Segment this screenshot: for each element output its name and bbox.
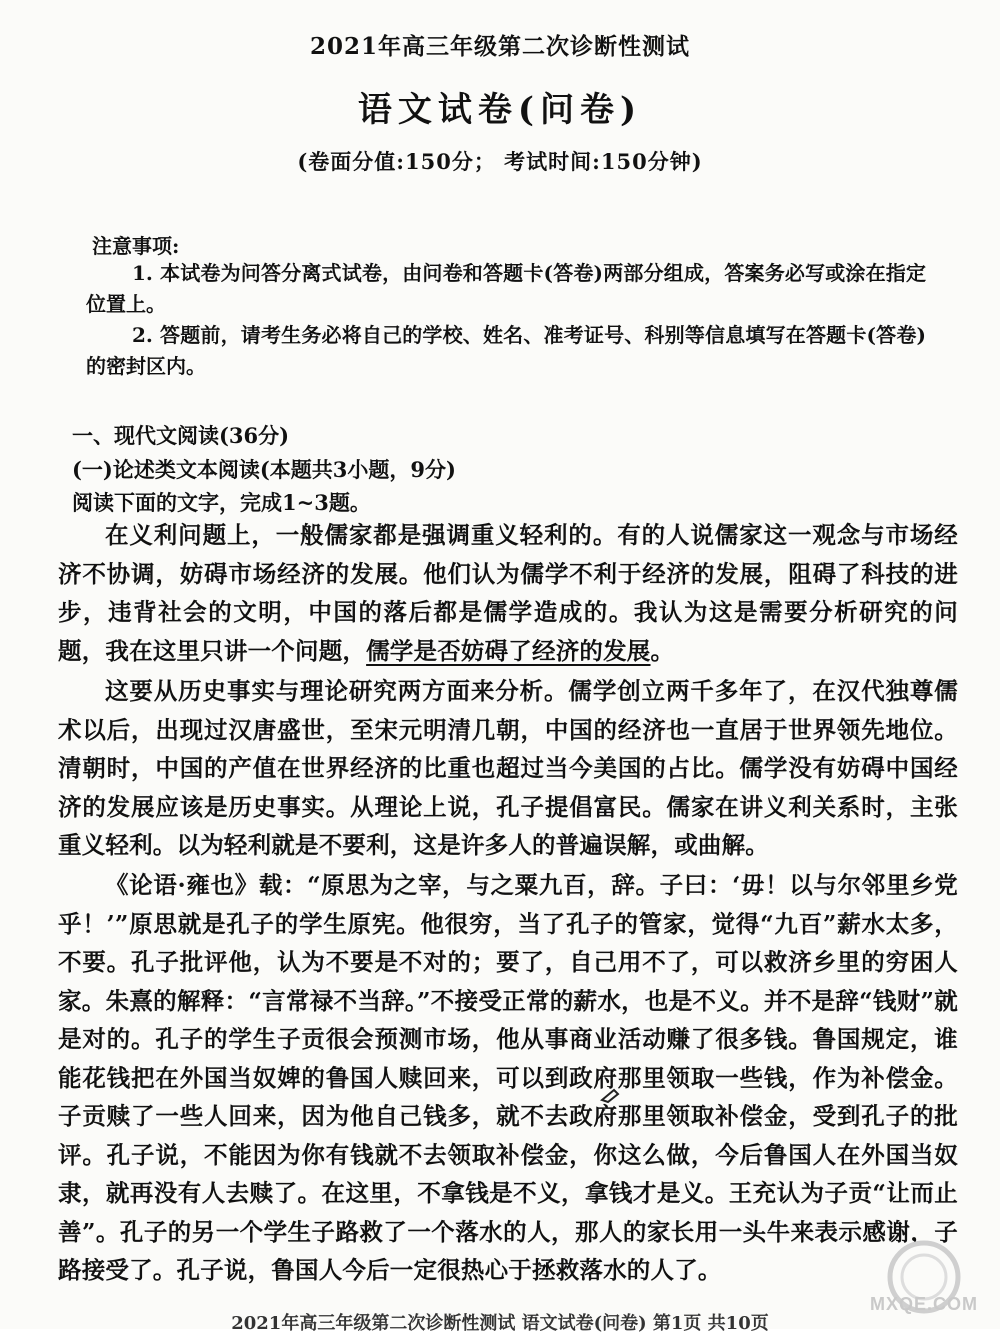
subsection-title: (一)论述类文本阅读(本题共3小题，9分) [72,457,456,482]
watermark-text: MXQE.COM [869,1294,978,1314]
section-title: 一、现代文阅读(36分) [72,423,290,448]
exam-title: 2021年高三年级第二次诊断性测试 [309,33,690,60]
passage-p1-end: 。 [650,636,675,665]
page-footer: 2021年高三年级第二次诊断性测试 语文试卷(问卷) 第1页 共10页 [231,1313,769,1334]
notice-item-1: 1. 本试卷为问答分离式试卷，由问卷和答题卡(答卷)两部分组成，答案务必写或涂在指定位置上。 [86,261,926,316]
exam-meta: (卷面分值:150分； 考试时间:150分钟) [297,149,703,174]
passage-paragraph-1 [58,516,958,670]
passage-paragraph-3: 《论语·雍也》载：“原思为之宰，与之粟九百，辞。子曰：‘毋！以与尔邻里乡党乎！’”原思就是孔子的学生原宪。他很穷，当了孔子的管家，觉得“九百”薪水太多，不要。孔子批评他，认为不要是不对的；要了，自己用不了，可以救济乡里的穷困人家。朱熹的解释：“言常禄不当辞。”不接受正常的薪水，也是不义。并不是辞“钱财”就是对的。孔子的学生子贡很会预测市场，他从事商业活动赚了很多钱。鲁国规定，谁能花钱把在外国当奴婢的鲁国人赎回来，可以到政府那里领取一些钱，作为补偿金。子贡赎了一些人回来，因为他自己钱多，就不去政府那里领取补偿金，受到孔子的批评。孔子说，不能因为你有钱就不去领取补偿金，你这么做，今后鲁国人在外国当奴隶，就再没有人去赎了。在这里，不拿钱是不义，拿钱才是义。王充认为子贡“让而止善”。孔子的另一个学生子路救了一个落水的人，那人的家长用一头牛来表示感谢，子路接受了。孔子说，鲁国人今后一定很热心于拯救落水的人了。 [58,871,958,1284]
passage-p1-underlined: 儒学是否妨碍了经济的发展 [366,636,651,665]
reading-instruction: 阅读下面的文字，完成1~3题。 [72,490,371,515]
notice-item-2: 2. 答题前，请考生务必将自己的学校、姓名、准考证号、科别等信息填写在答题卡(答卷)的密封区内。 [86,323,926,378]
passage-p1-lead: 在义利问题上，一般儒家都是强调重义轻利的。有的人说儒家这一观念与市场经济不协调，妨碍市场经济的发展。他们认为儒学不利于经济的发展，阻碍了科技的进步，违背社会的文明，中国的落后都是儒学造成的。我认为这是需要分析研究的问题，我在这里只讲一个问题， [58,521,958,665]
paper-title: 语文试卷(问卷) [357,90,643,130]
passage-paragraph-2: 这要从历史事实与理论研究两方面来分析。儒学创立两千多年了，在汉代独尊儒术以后，出现过汉唐盛世，至宋元明清几朝，中国的经济也一直居于世界领先地位。清朝时，中国的产值在世界经济的比重也超过当今美国的占比。儒学没有妨碍中国经济的发展应该是历史事实。从理论上说，孔子提倡富民。儒家在讲义利关系时，主张重义轻利。以为轻利就是不要利，这是许多人的普遍误解，或曲解。 [58,677,958,859]
notice-heading: 注意事项: [92,234,180,258]
pen-mark-icon [600,1084,630,1104]
